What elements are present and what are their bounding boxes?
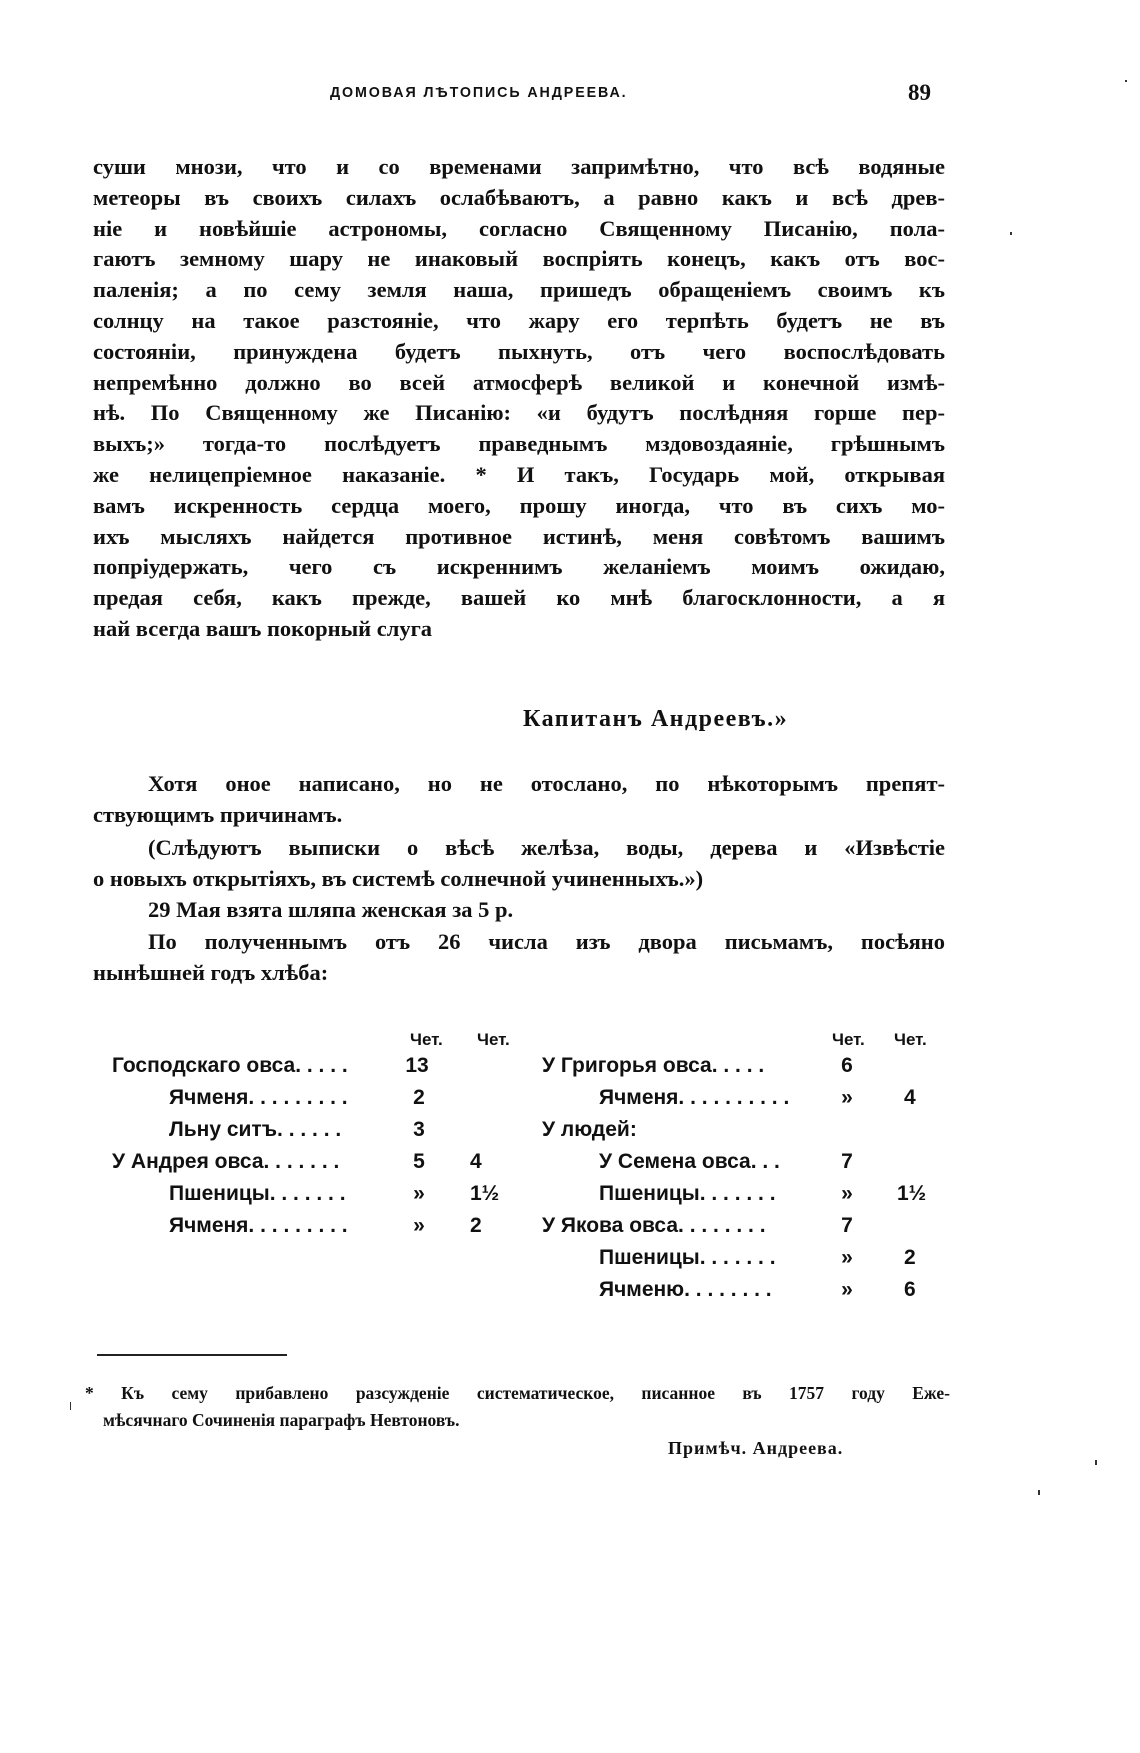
- running-title: ДОМОВАЯ ЛѢТОПИСЬ АНДРЕЕВА.: [330, 84, 628, 101]
- row-value-1: 13: [405, 1054, 429, 1077]
- paragraph-extracts: [93, 832, 945, 894]
- text-line: суши мнози, что и со временами запримѣтно, что всѣ водяные: [93, 154, 945, 179]
- text-line: выхъ;» тогда-то послѣдуетъ праведнымъ мздовоздаяніе, грѣшнымъ: [93, 431, 945, 457]
- scan-speck: [1125, 80, 1127, 82]
- letter-signature: Капитанъ Андреевъ.»: [523, 706, 789, 732]
- row-label: У Якова овса. . . . . . . .: [542, 1214, 766, 1237]
- row-value-1: »: [413, 1214, 425, 1237]
- row-value-1: 6: [841, 1054, 853, 1077]
- row-value-1: »: [413, 1182, 425, 1205]
- row-value-1: »: [841, 1246, 853, 1269]
- row-value-2: 4: [470, 1150, 482, 1173]
- row-label: У Семена овса. . .: [599, 1150, 780, 1173]
- row-value-1: »: [841, 1278, 853, 1301]
- row-value-1: 3: [413, 1118, 425, 1141]
- text-line: паленія; а по сему земля наша, пришедъ обращеніемъ своимъ къ: [93, 277, 945, 303]
- text-line: попріудержать, чего съ искреннимъ желаніемъ моимъ ожидаю,: [93, 554, 945, 580]
- scan-speck: [1010, 232, 1012, 235]
- text-line: най всегда вашъ покорный слуга: [93, 615, 433, 641]
- letter-body: [93, 152, 945, 645]
- text-line: непремѣнно должно во всей атмосферѣ великой и конечной измѣ-: [93, 369, 945, 395]
- row-value-1: »: [841, 1086, 853, 1109]
- row-value-2: 4: [904, 1086, 916, 1109]
- text-line: солнцу на такое разстояніе, что жару его терпѣть будетъ не въ: [93, 307, 945, 333]
- paragraph-hat: [93, 894, 945, 925]
- text-line: (Слѣдуютъ выписки о вѣсѣ желѣза, воды, дерева и «Извѣстіе: [148, 835, 945, 860]
- footnote-line: * Къ сему прибавлено разсужденіе систематическое, писанное въ 1757 году Еже-: [85, 1383, 950, 1403]
- scan-speck: [1038, 1490, 1040, 1495]
- row-label: Пшеницы. . . . . . .: [599, 1246, 776, 1269]
- text-line: вамъ искренность сердца моего, прошу иногда, что въ сихъ мо-: [93, 492, 945, 518]
- row-value-2: 1½: [897, 1182, 927, 1205]
- page-number: 89: [908, 80, 931, 105]
- row-label: Ячменя. . . . . . . . .: [169, 1214, 348, 1237]
- row-label: Ячменя. . . . . . . . .: [169, 1086, 348, 1109]
- row-label: У людей:: [542, 1118, 637, 1141]
- text-line: предая себя, какъ прежде, вашей ко мнѣ благосклонности, а я: [93, 585, 945, 611]
- row-label: Льну ситъ. . . . . .: [169, 1118, 342, 1141]
- paragraph-sown: [93, 926, 945, 988]
- row-label: У Андрея овса. . . . . . .: [112, 1150, 340, 1173]
- row-value-1: 2: [413, 1086, 425, 1109]
- row-label: Господскаго овса. . . . .: [112, 1054, 348, 1077]
- text-line: 29 Мая взята шляпа женская за 5 р.: [148, 897, 514, 922]
- text-line: нынѣшней годъ хлѣба:: [93, 960, 329, 985]
- footnote: [85, 1380, 950, 1434]
- row-label: Пшеницы. . . . . . .: [599, 1182, 776, 1205]
- text-line: По полученнымъ отъ 26 числа изъ двора письмамъ, посѣяно: [148, 929, 945, 954]
- footnote-divider: [97, 1354, 287, 1356]
- unit-header: Чет.: [894, 1030, 927, 1049]
- row-value-1: 7: [841, 1214, 853, 1237]
- row-value-1: 7: [841, 1150, 853, 1173]
- text-line: ствующимъ причинамъ.: [93, 802, 343, 827]
- text-line: нѣ. По Священному же Писанію: «и будутъ послѣдняя горше пер-: [93, 400, 945, 426]
- scan-speck: [70, 1402, 71, 1410]
- text-line: метеоры въ своихъ силахъ ослабѣваютъ, а равно какъ и всѣ древ-: [93, 184, 945, 210]
- scan-speck: [1095, 1460, 1097, 1465]
- paragraph-not-sent: [93, 768, 945, 830]
- text-line: Хотя оное написано, но не отослано, по нѣкоторымъ препят-: [148, 771, 945, 796]
- text-line: о новыхъ открытіяхъ, въ системѣ солнечной учиненныхъ.»): [93, 866, 704, 891]
- text-line: гаютъ земному шару не инаковый воспріять конецъ, какъ отъ вос-: [93, 246, 945, 272]
- row-label: У Григорья овса. . . . .: [542, 1054, 765, 1077]
- unit-header: Чет.: [832, 1030, 865, 1049]
- row-value-2: 2: [470, 1214, 482, 1237]
- footnote-signature: Примѣч. Андреева.: [668, 1438, 844, 1458]
- row-value-1: »: [841, 1182, 853, 1205]
- row-value-1: 5: [413, 1150, 425, 1173]
- row-label: Ячменю. . . . . . . .: [599, 1278, 772, 1301]
- row-value-2: 1½: [470, 1182, 500, 1205]
- text-line: ихъ мысляхъ найдется противное истинѣ, меня совѣтомъ вашимъ: [93, 523, 945, 549]
- text-line: же нелицепріемное наказаніе. * И такъ, Государь мой, открывая: [93, 461, 945, 487]
- row-value-2: 6: [904, 1278, 916, 1301]
- unit-header: Чет.: [477, 1030, 510, 1049]
- row-label: Ячменя. . . . . . . . . .: [599, 1086, 790, 1109]
- unit-header: Чет.: [410, 1030, 443, 1049]
- text-line: ніе и новѣйшіе астрономы, согласно Священному Писанію, пола-: [93, 215, 945, 241]
- footnote-line: мѣсячнаго Сочиненія параграфъ Невтоновъ.: [103, 1410, 460, 1430]
- row-value-2: 2: [904, 1246, 916, 1269]
- row-label: Пшеницы. . . . . . .: [169, 1182, 346, 1205]
- text-line: состояніи, принуждена будетъ пыхнуть, отъ чего воспослѣдовать: [93, 338, 945, 364]
